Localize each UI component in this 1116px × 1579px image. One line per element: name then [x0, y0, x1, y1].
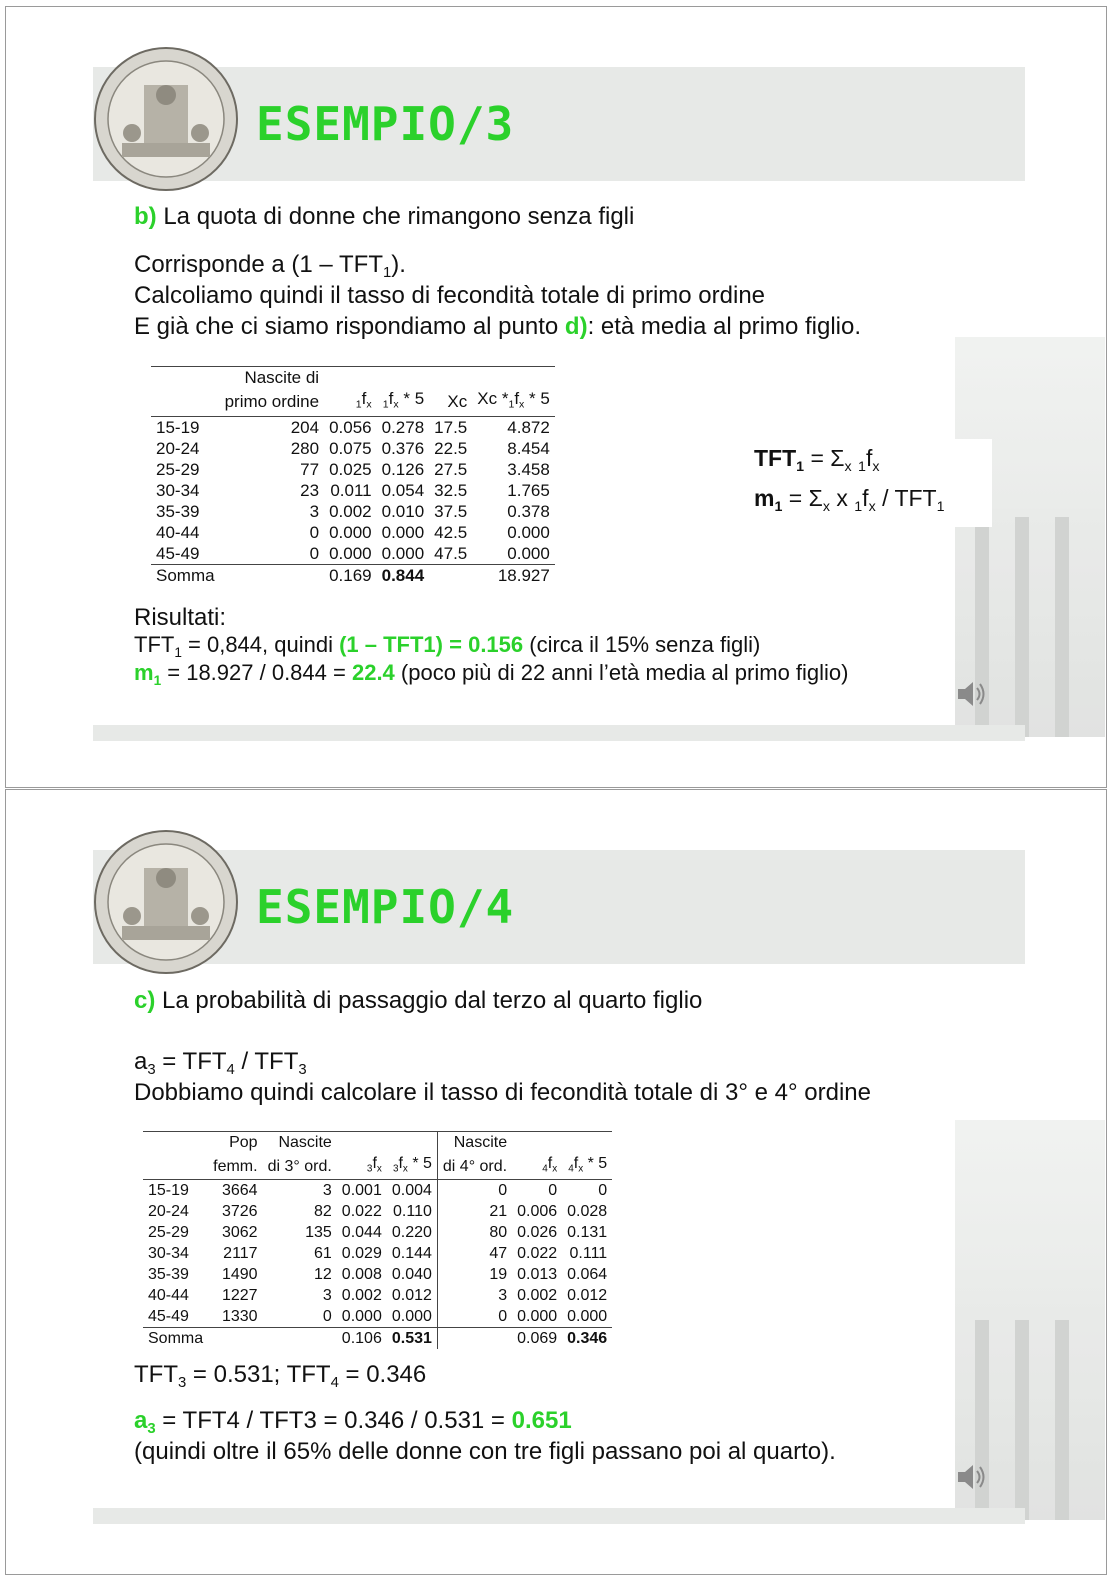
text-line-2: Calcoliamo quindi il tasso di fecondità totale di primo ordine	[134, 282, 766, 309]
table-cell: 3	[498, 1287, 508, 1305]
text-line-1: $a_3 = TFT_4 / TFT_3$	[134, 1048, 307, 1079]
table-row	[143, 1201, 612, 1222]
footer-bar	[93, 725, 1025, 741]
table-row	[151, 543, 555, 565]
table-cell: 0.000	[507, 543, 550, 563]
table-cell: 35-39	[148, 1266, 189, 1284]
table-cell: 0.131	[567, 1224, 608, 1242]
table-cell: 23	[300, 480, 320, 500]
table-cell	[429, 564, 472, 586]
table-cell: primo ordine	[224, 392, 320, 412]
table-header-row	[151, 388, 555, 416]
table-row	[143, 1285, 612, 1306]
table-cell	[151, 388, 220, 416]
table-cell: 0.000	[329, 522, 372, 542]
table-cell: 1.765	[507, 480, 550, 500]
text-part: : età media al primo figlio.	[587, 313, 862, 340]
table-cell: 0.040	[387, 1264, 438, 1285]
table-cell: 82	[314, 1203, 332, 1221]
table-cell: 15-19	[143, 1180, 208, 1202]
table-row	[143, 1243, 612, 1264]
table-cell: 0.106	[337, 1328, 387, 1350]
table-cell: 45-49	[148, 1308, 189, 1326]
table-cell: 0.000	[341, 1308, 382, 1326]
table-cell: 3664	[208, 1180, 262, 1202]
table-cell: 135	[305, 1224, 332, 1242]
table-cell: 0.346	[562, 1328, 612, 1350]
table-cell: 0	[512, 1180, 562, 1202]
table-cell	[512, 1132, 562, 1154]
question-text: La quota di donne che rimangono senza figli	[163, 203, 635, 230]
table-cell: $_3f_x$	[366, 1155, 382, 1175]
table-cell: 32.5	[434, 480, 468, 500]
table-cell: 0.011	[330, 480, 372, 500]
table-cell: $_1f_x * 5$	[382, 389, 425, 411]
table-cell: 4.872	[472, 416, 555, 438]
table-cell: Nascite di	[244, 368, 320, 387]
table-cell: Nascite	[278, 1134, 332, 1151]
table-cell: 0.069	[512, 1328, 562, 1350]
table-header-row	[151, 367, 555, 389]
table-cell: $_1f_x$	[355, 389, 372, 411]
table-cell: 17.5	[429, 416, 472, 438]
table-cell: 35-39	[156, 501, 200, 521]
question-ref: d)	[564, 313, 588, 340]
text-part: Corrisponde a (1 – TFT	[134, 251, 383, 278]
table-cell: 0.022	[341, 1203, 382, 1221]
table-cell: 0.012	[387, 1285, 438, 1306]
table-cell: Somma	[151, 564, 220, 586]
table-cell: 0.000	[381, 543, 425, 563]
table-cell: 20-24	[156, 438, 200, 458]
table-cell: 0.064	[567, 1266, 608, 1284]
table-cell: 0.110	[387, 1201, 438, 1222]
fertility-table-first-order	[151, 366, 555, 586]
table-cell: 0	[562, 1180, 612, 1202]
table-cell: 0.025	[329, 459, 372, 479]
table-cell: Somma	[143, 1328, 208, 1350]
table-cell: Nascite	[453, 1134, 508, 1151]
table-cell	[337, 1132, 387, 1154]
table-cell: 0.000	[567, 1308, 608, 1326]
table-cell: 0	[498, 1308, 508, 1326]
table-cell: 3726	[221, 1203, 258, 1221]
table-cell: 0.002	[517, 1287, 558, 1305]
table-cell: 25-29	[148, 1224, 189, 1242]
question-b	[134, 203, 634, 231]
table-cell: 0.010	[381, 501, 425, 521]
table-row	[143, 1306, 612, 1328]
table-cell: 0	[437, 1180, 512, 1202]
table-cell: 0.531	[387, 1328, 438, 1350]
table-cell	[151, 367, 220, 389]
result-line-1: $TFT_3 = 0.531$; $TFT_4 = 0.346$	[134, 1361, 427, 1392]
table-cell: 40-44	[156, 522, 200, 542]
table-cell: 0	[309, 543, 320, 563]
table-cell: 0.000	[381, 522, 425, 542]
text-line-2: Dobbiamo quindi calcolare il tasso di fecondità totale di 3° e 4° ordine	[134, 1079, 871, 1106]
table-cell: $_4f_x * 5$	[568, 1155, 608, 1175]
table-cell: 2117	[223, 1245, 258, 1263]
table-row	[143, 1222, 612, 1243]
table-cell: 30-34	[148, 1245, 189, 1263]
table-cell: 25-29	[156, 459, 200, 479]
speaker-icon[interactable]	[954, 1460, 988, 1494]
table-cell: 0.169	[324, 564, 377, 586]
table-cell: $_3f_x * 5$	[387, 1153, 438, 1180]
table-row	[151, 522, 555, 543]
table-cell	[562, 1132, 612, 1154]
table-cell: 0.001	[337, 1180, 387, 1202]
table-cell: 3	[263, 1180, 337, 1202]
table-cell: $_4f_x$	[542, 1155, 558, 1175]
table-cell	[387, 1132, 438, 1154]
table-cell: 0.075	[329, 438, 372, 458]
question-text: La probabilità di passaggio dal terzo al quarto figlio	[162, 987, 703, 1014]
table-cell	[263, 1328, 337, 1350]
table-cell: Xc $*_1f_x * 5$	[477, 389, 550, 411]
slide-esempio-4	[5, 789, 1107, 1575]
table-cell: 0.111	[569, 1245, 608, 1263]
table-header-row	[143, 1153, 612, 1180]
result-line-2: $a_3 = TFT4 / TFT3 = 0.346 / 0.531 = 0.651$	[134, 1407, 572, 1438]
table-cell: 21	[489, 1203, 508, 1221]
table-row	[143, 1328, 612, 1350]
formula-m1: $m_1 = \Sigma_x$ x $_1f_x / TFT_1$	[754, 484, 945, 515]
table-cell: 0.056	[324, 416, 377, 438]
table-cell: 22.5	[434, 438, 468, 458]
table-cell	[377, 367, 430, 389]
text-line-3	[134, 313, 861, 341]
subscript: 1	[383, 265, 392, 282]
table-cell: 0.220	[387, 1222, 438, 1243]
table-cell: 280	[290, 438, 320, 458]
table-cell: 0.026	[517, 1224, 558, 1242]
speaker-icon[interactable]	[954, 677, 988, 711]
table-cell: 15-19	[151, 416, 220, 438]
table-cell: di 3° ord.	[267, 1157, 332, 1175]
table-cell: 19	[489, 1266, 508, 1284]
formula-box	[748, 439, 992, 527]
table-cell: 77	[300, 459, 320, 479]
table-cell: 0.378	[507, 501, 550, 521]
table-cell: 27.5	[434, 459, 468, 479]
slide-title: ESEMPIO/4	[256, 880, 515, 934]
table-cell: 12	[314, 1266, 332, 1284]
table-cell: 20-24	[148, 1203, 189, 1221]
table-cell: 0.044	[341, 1224, 382, 1242]
table-cell	[324, 367, 377, 389]
table-cell: 1330	[221, 1308, 258, 1326]
table-row	[151, 480, 555, 501]
table-cell: 1227	[221, 1287, 258, 1305]
table-cell: 3	[309, 501, 320, 521]
table-cell: 0.006	[517, 1203, 558, 1221]
footer-bar	[93, 1508, 1025, 1524]
table-cell	[220, 564, 325, 586]
table-row	[151, 459, 555, 480]
table-cell: 0.004	[387, 1180, 438, 1202]
table-cell: femm.	[213, 1157, 258, 1175]
result-line-2: $m_1 = 18.927 / 0.844 = 22.4$ (poco più di 22 anni l’età media al primo figlio)	[134, 660, 849, 688]
question-c	[134, 987, 702, 1015]
table-cell: 0.000	[329, 543, 372, 563]
results-label: Risultati:	[134, 604, 227, 631]
text-line-1	[134, 251, 406, 281]
table-cell: 47	[489, 1245, 508, 1263]
fertility-table-3rd-4th-order	[143, 1131, 612, 1349]
table-row	[151, 501, 555, 522]
table-cell: 18.927	[472, 564, 555, 586]
table-cell: 0.002	[341, 1287, 382, 1305]
table-cell: 8.454	[507, 438, 550, 458]
table-cell	[143, 1132, 208, 1154]
table-cell: 42.5	[434, 522, 468, 542]
table-cell: Pop	[229, 1134, 258, 1151]
table-cell: 61	[314, 1245, 332, 1263]
table-cell: 0.278	[377, 416, 430, 438]
table-cell: 0.013	[517, 1266, 558, 1284]
question-label: c)	[134, 987, 156, 1014]
table-cell: 0.144	[387, 1243, 438, 1264]
table-cell: 47.5	[434, 543, 468, 563]
table-cell: 0.000	[387, 1306, 438, 1328]
table-cell: 40-44	[148, 1287, 189, 1305]
university-seal-icon	[92, 45, 240, 193]
table-cell	[437, 1328, 512, 1350]
table-cell: 0.022	[517, 1245, 558, 1263]
table-row	[151, 416, 555, 438]
table-cell: 3.458	[507, 459, 550, 479]
table-cell	[429, 367, 472, 389]
table-cell: 0.002	[329, 501, 372, 521]
table-cell: 1490	[221, 1266, 258, 1284]
slide-title: ESEMPIO/3	[256, 97, 515, 151]
table-cell: 0.376	[381, 438, 425, 458]
result-line-3: (quindi oltre il 65% delle donne con tre figli passano poi al quarto).	[134, 1438, 836, 1465]
table-cell	[143, 1153, 208, 1180]
table-cell: 0.000	[517, 1308, 558, 1326]
table-cell: 3	[322, 1287, 332, 1305]
slide-esempio-3	[5, 6, 1107, 788]
table-row	[151, 438, 555, 459]
table-cell: 37.5	[434, 501, 468, 521]
table-cell: 0.012	[567, 1287, 608, 1305]
table-cell: 0	[309, 522, 320, 542]
table-cell: 45-49	[156, 543, 200, 563]
table-cell: di 4° ord.	[442, 1157, 508, 1175]
table-cell: 0.028	[567, 1203, 608, 1221]
table-cell: 204	[220, 416, 325, 438]
table-cell: 0.054	[381, 480, 425, 500]
table-cell: 80	[489, 1224, 508, 1242]
text-part: E già che ci siamo rispondiamo al punto	[134, 313, 565, 340]
table-cell	[208, 1328, 262, 1350]
table-cell: 0.000	[507, 522, 550, 542]
table-row	[143, 1264, 612, 1285]
text-part: ).	[391, 251, 406, 278]
table-cell: Xc	[447, 392, 468, 412]
table-row	[151, 564, 555, 586]
table-cell: 0.029	[341, 1245, 382, 1263]
table-cell: 0	[322, 1308, 332, 1326]
table-row	[143, 1180, 612, 1202]
table-cell: 0.126	[381, 459, 425, 479]
table-header-row	[143, 1132, 612, 1154]
table-cell: 0.844	[377, 564, 430, 586]
result-line-1: $TFT_1 = 0,844$, quindi (1 – TFT1) = 0.156 (circa il 15% senza figli)	[134, 632, 761, 660]
formula-tft1: $TFT_1 = \Sigma_x$ $_1f_x$	[754, 445, 880, 475]
question-label: b)	[134, 203, 157, 230]
table-cell: 3062	[221, 1224, 258, 1242]
table-cell: 30-34	[156, 480, 200, 500]
university-seal-icon	[92, 828, 240, 976]
table-cell	[472, 367, 555, 389]
table-cell: 0.008	[341, 1266, 382, 1284]
